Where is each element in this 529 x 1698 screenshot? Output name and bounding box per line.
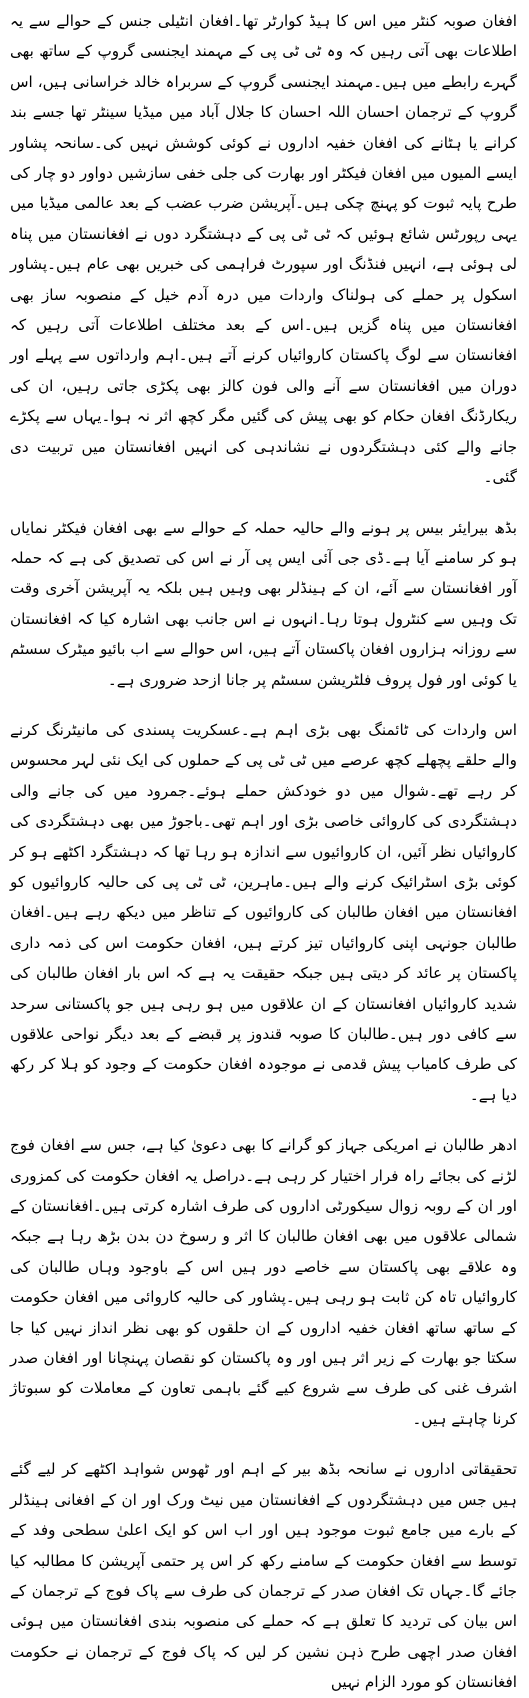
article-paragraph-2: بڈھ بیرایئر بیس پر ہونے والے حالیہ حملہ کے حوالے سے بھی افغان فیکٹر نمایاں ہو کر سامنے آیا ہے۔ڈی جی آئی ایس پی آر نے اس کی تصدیق کی ہے کہ حملہ آور افغانستان سے آئے، ان کے ہینڈلر بھی وہیں ہیں بلکہ یہ آپریشن آخری وقت تک وہیں سے کنٹرول ہوتا رہا۔انہوں نے اس جانب بھی اشارہ کیا کہ افغانستان سے روزانہ ہزاروں افغان پاکستان آتے ہیں، اس حوالے سے اب بائیو میٹرک سسٹم یا کوئی اور فول پروف فلٹریشن سسٹم پر جانا ازحد ضروری ہے۔ (10, 518, 517, 689)
article-paragraph-3: اس واردات کی ٹائمنگ بھی بڑی اہم ہے۔عسکریت پسندی کی مانیٹرنگ کرنے والے حلقے پچھلے کچھ عرصے میں ٹی ٹی پی کے حملوں کی ایک نئی لہر محسوس کر رہے تھے۔شوال میں دو خودکش حملے ہوئے۔جمرود میں کی جانے والی دہشتگردی کی کاروائی خاصی بڑی اور اہم تھی۔باجوڑ میں بھی دہشتگردی کی کاروائیاں نظر آئیں، ان کاروائیوں سے اندازہ ہو رہا تھا کہ دہشتگرد اکٹھے ہو کر کوئی بڑی اسٹرائیک کرنے والے ہیں۔ماہرین، ٹی ٹی پی کی حالیہ کاروائیوں کو افغانستان میں افغان طالبان کی کاروائیوں کے تناظر میں دیکھ رہے ہیں۔افغان طالبان جونہی اپنی کاروائیاں تیز کرتے ہیں، افغان حکومت اس کی ذمہ داری پاکستان پر عائد کر دیتی ہیں جبکہ حقیقت یہ ہے کہ اس بار افغان طالبان کی شدید کاروائیاں افغانستان کے ان علاقوں میں ہو رہی ہیں جو پاکستانی سرحد سے کافی دور ہیں۔طالبان کا صوبہ قندوز پر قبضے کے بعد دیگر نواحی علاقوں کی طرف کامیاب پیش قدمی نے موجودہ افغان حکومت کے وجود کو ہلا کر رکھ دیا ہے۔ (10, 720, 517, 1104)
article-paragraph-5: تحقیقاتی اداروں نے سانحہ بڈھ بیر کے اہم اور ٹھوس شواہد اکٹھے کر لیے گئے ہیں جس میں دہشتگردوں کے افغانستان میں نیٹ ورک اور ان کے افغانی ہینڈلر کے بارے میں جامع ثبوت موجود ہیں اور اب اس کو ایک اعلیٰ سطحی وفد کے توسط سے افغان حکومت کے سامنے رکھ کر اس پر حتمی آپریشن کا مطالبہ کیا جائے گا۔جہاں تک افغان صدر کے ترجمان کی طرف سے پاک فوج کے ترجمان کے اس بیان کی تردید کا تعلق ہے کہ حملے کی منصوبہ بندی افغانستان میں ہوئی افغان صدر اچھی طرح ذہن نشین کر لیں کہ پاک فوج کے ترجمان نے حکومت افغانستان کو مورد الزام نہیں (10, 1460, 517, 1692)
article-paragraph-1: افغان صوبہ کنٹر میں اس کا ہیڈ کوارٹر تھا۔افغان انٹیلی جنس کے حوالے سے یہ اطلاعات بھی آتی رہیں کہ وہ ٹی ٹی پی کے مہمند ایجنسی گروپ کے ساتھ بھی گہرے رابطے میں ہیں۔مہمند ایجنسی گروپ کے سربراہ خالد خراسانی ہیں، اس گروپ کے ترجمان احسان اللہ احسان کا جلال آباد میں میڈیا سینٹر تھا جسے بند کرانے یا ہٹانے کی افغان خفیہ اداروں نے کوئی کوشش نہیں کی۔سانحہ پشاور ایسے المیوں میں افغان فیکٹر اور بھارت کی جلی خفی سازشیں دواور دو چار کی طرح پایہ ثبوت کو پہنچ چکی ہیں۔آپریشن ضرب عضب کے بعد عالمی میڈیا میں یہی رپورٹس شائع ہوئیں کہ ٹی ٹی پی کے دہشتگرد دوں نے افغانستان میں پناہ لی ہوئی ہے، انہیں فنڈنگ اور سپورٹ فراہمی کی خبریں بھی عام ہیں۔پشاور اسکول پر حملے کی ہولناک واردات میں درہ آدم خیل کے منصوبہ ساز بھی افغانستان میں پناہ گزیں ہیں۔اس کے بعد مختلف اطلاعات آتی رہیں کہ افغانستان سے لوگ پاکستان کاروائیاں کرنے آتے ہیں۔اہم وارداتوں سے پہلے اور دوران میں افغانستان سے آنے والی فون کالز بھی پکڑی جاتی رہیں، ان کی ریکارڈنگ افغان حکام کو بھی پیش کی گئیں مگر کچھ اثر نہ ہوا۔یہاں سے پکڑے جانے والے کئی دہشتگردوں نے نشاندہی کی انہیں افغانستان میں تربیت دی گئی۔ (10, 12, 517, 487)
article-paragraph-4: ادھر طالبان نے امریکی جہاز کو گرانے کا بھی دعویٰ کیا ہے، جس سے افغان فوج لڑنے کی بجائے راہ فرار اختیار کر رہی ہے۔دراصل یہ افغان حکومت کی کمزوری اور ان کے روبہ زوال سیکورٹی اداروں کی طرف اشارہ کرتی ہیں۔افغانستان کے شمالی علاقوں میں بھی افغان طالبان کا اثر و رسوخ دن بدن بڑھ رہا ہے جبکہ وہ علاقے بھی پاکستان سے خاصے دور ہیں اس کے باوجود وہاں طالبان کی کاروائیاں تاہ کن ثابت ہو رہی ہیں۔پشاور کی حالیہ کاروائی میں افغان حکومت کے ساتھ ساتھ افغان خفیہ اداروں کے ان حلقوں کو بھی نظر انداز نہیں کیا جا سکتا جو بھارت کے زیر اثر ہیں اور وہ پاکستان کو نقصان پہنچانا اور افغان صدر اشرف غنی کی طرف سے شروع کیے گئے باہمی تعاون کے معاملات کو سبوتاژ کرنا چاہتے ہیں۔ (10, 1136, 517, 1428)
